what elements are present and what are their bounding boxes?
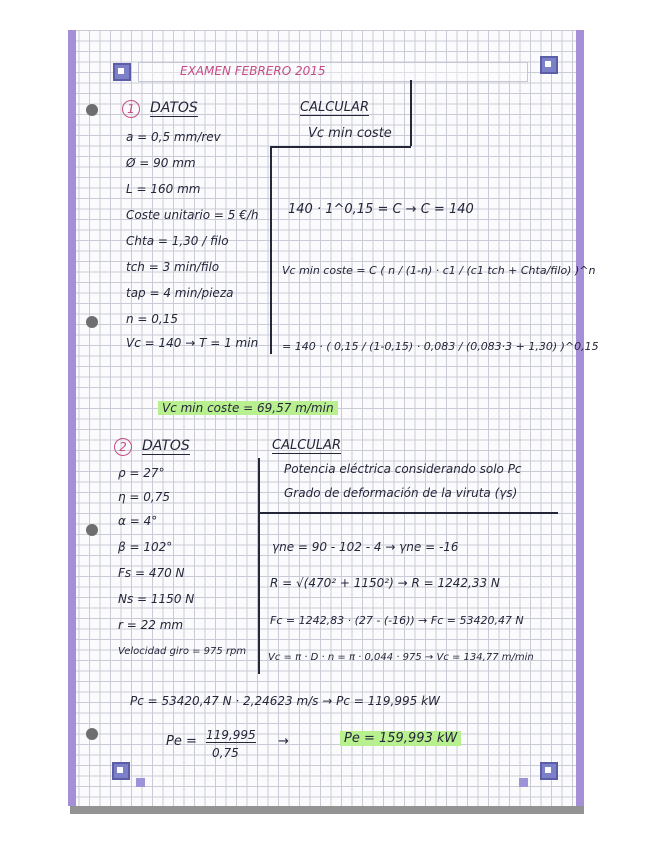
right-margin-stripe bbox=[576, 30, 584, 806]
corner-mark-icon bbox=[113, 63, 131, 81]
divider-line bbox=[270, 146, 272, 354]
dato-line: tap = 4 min/pieza bbox=[126, 286, 234, 300]
dato-line: β = 102° bbox=[118, 540, 173, 554]
datos-heading: DATOS bbox=[150, 100, 198, 116]
left-margin-stripe bbox=[68, 30, 76, 806]
divider-line bbox=[410, 80, 412, 146]
equation: Pc = 53420,47 N · 2,24623 m/s → Pc = 119,995 kW bbox=[130, 694, 440, 708]
calcular-item: Grado de deformación de la viruta (γs) bbox=[284, 486, 518, 500]
divider-line bbox=[258, 458, 260, 674]
dato-line: Velocidad giro = 975 rpm bbox=[118, 646, 247, 657]
result-text: Pe = 159,993 kW bbox=[340, 731, 461, 746]
dato-line: a = 0,5 mm/rev bbox=[126, 130, 221, 144]
punch-hole bbox=[86, 316, 98, 328]
calcular-heading: CALCULAR bbox=[272, 438, 341, 453]
dato-line: r = 22 mm bbox=[118, 618, 184, 632]
calcular-item: Potencia eléctrica considerando solo Pc bbox=[284, 462, 522, 476]
dato-line: tch = 3 min/filo bbox=[126, 260, 220, 274]
equation: Vc = π · D · n = π · 0,044 · 975 → Vc = 134,77 m/min bbox=[268, 652, 534, 663]
result-text: Vc min coste = 69,57 m/min bbox=[158, 401, 338, 415]
dato-line: Chta = 1,30 / filo bbox=[126, 234, 229, 248]
fraction-numerator: 119,995 bbox=[206, 728, 256, 742]
dato-line: η = 0,75 bbox=[118, 490, 171, 504]
corner-square-icon bbox=[136, 778, 145, 787]
arrow-icon: → bbox=[278, 734, 289, 749]
dato-line: Fs = 470 N bbox=[118, 566, 185, 580]
dato-line: Ns = 1150 N bbox=[118, 592, 195, 606]
problem-number: 1 bbox=[122, 100, 140, 118]
punch-hole bbox=[86, 524, 98, 536]
dato-line: n = 0,15 bbox=[126, 312, 179, 326]
problem-number: 2 bbox=[114, 438, 132, 456]
dato-line: L = 160 mm bbox=[126, 182, 201, 196]
equation: Vc min coste = C ( n / (1-n) · c1 / (c1 tch + Chta/filo) )^n bbox=[282, 264, 596, 277]
dato-line: Vc = 140 → T = 1 min bbox=[126, 336, 259, 350]
result-highlight bbox=[340, 731, 461, 746]
corner-mark-icon bbox=[540, 56, 558, 74]
divider-line bbox=[258, 512, 558, 514]
fraction-denominator: 0,75 bbox=[212, 746, 239, 760]
datos-heading: DATOS bbox=[142, 438, 190, 454]
equation: Fc = 1242,83 · (27 - (-16)) → Fc = 53420,47 N bbox=[270, 614, 524, 627]
calcular-heading: CALCULAR bbox=[300, 100, 369, 115]
corner-mark-icon bbox=[540, 762, 558, 780]
calcular-item: Vc min coste bbox=[308, 126, 392, 141]
equation: R = √(470² + 1150²) → R = 1242,33 N bbox=[270, 576, 500, 590]
equation: = 140 · ( 0,15 / (1-0,15) · 0,083 / (0,083·3 + 1,30) )^0,15 bbox=[282, 340, 599, 353]
dato-line: ρ = 27° bbox=[118, 466, 165, 480]
equation-label: Pe = bbox=[166, 734, 197, 749]
equation: 140 · 1^0,15 = C → C = 140 bbox=[288, 202, 474, 217]
punch-hole bbox=[86, 104, 98, 116]
dato-line: Ø = 90 mm bbox=[126, 156, 196, 170]
result-highlight bbox=[158, 401, 338, 415]
sheet-shadow bbox=[70, 806, 584, 814]
dato-line: α = 4° bbox=[118, 514, 158, 528]
exam-title: EXAMEN FEBRERO 2015 bbox=[180, 64, 326, 78]
divider-line bbox=[270, 146, 411, 148]
punch-hole bbox=[86, 728, 98, 740]
corner-mark-icon bbox=[112, 762, 130, 780]
equation: γne = 90 - 102 - 4 → γne = -16 bbox=[272, 540, 459, 554]
dato-line: Coste unitario = 5 €/h bbox=[126, 208, 259, 222]
corner-square-icon bbox=[519, 778, 528, 787]
